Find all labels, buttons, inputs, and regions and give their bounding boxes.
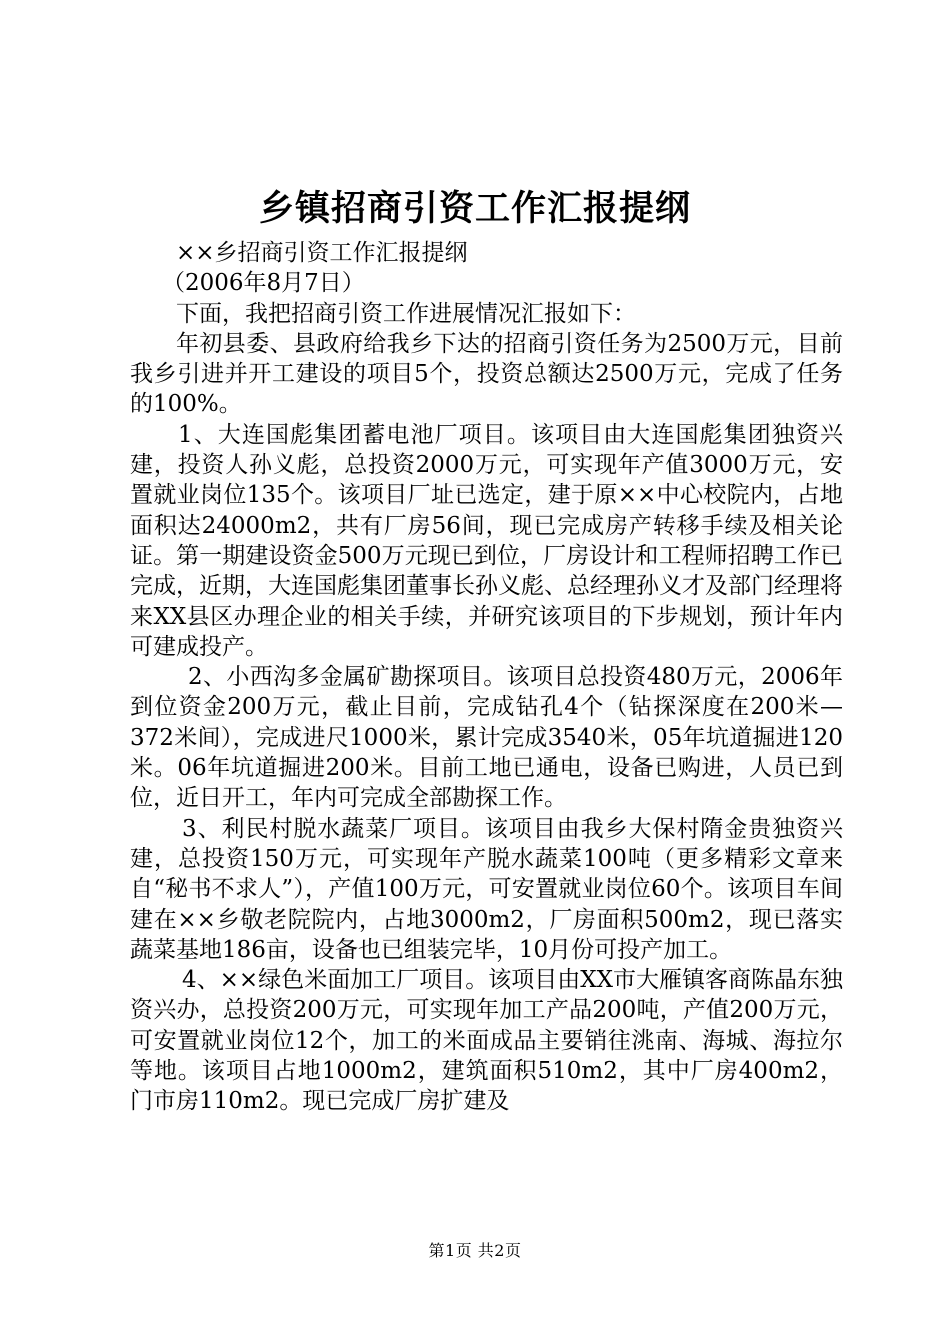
page-footer: 第1页 共2页: [428, 1241, 522, 1260]
paragraph-project-1: 1、大连国彪集团蓄电池厂项目。该项目由大连国彪集团独资兴建，投资人孙义彪，总投资2000万元，可实现年产值3000万元，安置就业岗位135个。该项目厂址已选定，建于原××中心校院内，占地面积达24000m2，共有厂房56间，现已完成房产转移手续及相关论证。第一期建设资金500万元现已到位，厂房设计和工程师招聘工作已完成，近期，大连国彪集团董事长孙义彪、总经理孙义才及部门经理将来XX县区办理企业的相关手续，并研究该项目的下步规划，预计年内可建成投产。: [130, 421, 843, 660]
document-body: [130, 238, 843, 1117]
paragraph-project-3: 3、利民村脱水蔬菜厂项目。该项目由我乡大保村隋金贵独资兴建，总投资150万元，可实现年产脱水蔬菜100吨（更多精彩文章来自“秘书不求人”），产值100万元，可安置就业岗位60个。该项目车间建在××乡敬老院院内，占地3000m2，厂房面积500m2，现已落实蔬菜基地186亩，设备也已组装完毕，10月份可投产加工。: [130, 815, 843, 963]
document-title: 乡镇招商引资工作汇报提纲: [258, 188, 691, 229]
document-date: （2006年8月7日）: [162, 270, 365, 297]
paragraph-summary: 年初县委、县政府给我乡下达的招商引资任务为2500万元，目前我乡引进并开工建设的项目5个，投资总额达2500万元，完成了任务的100%。: [130, 330, 843, 418]
paragraph-intro: 下面，我把招商引资工作进展情况汇报如下：: [176, 300, 636, 327]
document-subtitle: ××乡招商引资工作汇报提纲: [176, 240, 468, 266]
paragraph-project-2: 2、小西沟多金属矿勘探项目。该项目总投资480万元，2006年到位资金200万元，截止目前，完成钻孔4个（钻探深度在200米—372米间），完成进尺1000米，累计完成3540米，05年坑道掘进120米。06年坑道掘进200米。目前工地已通电，设备已购进，人员已到位，近日开工，年内可完成全部勘探工作。: [130, 664, 843, 812]
paragraph-project-4: 4、××绿色米面加工厂项目。该项目由XX市大雁镇客商陈晶东独资兴办，总投资200万元，可实现年加工产品200吨，产值200万元，可安置就业岗位12个，加工的米面成品主要销往洮南、海城、海拉尔等地。该项目占地1000m2，建筑面积510m2，其中厂房400m2，门市房110m2。现已完成厂房扩建及: [130, 967, 843, 1115]
